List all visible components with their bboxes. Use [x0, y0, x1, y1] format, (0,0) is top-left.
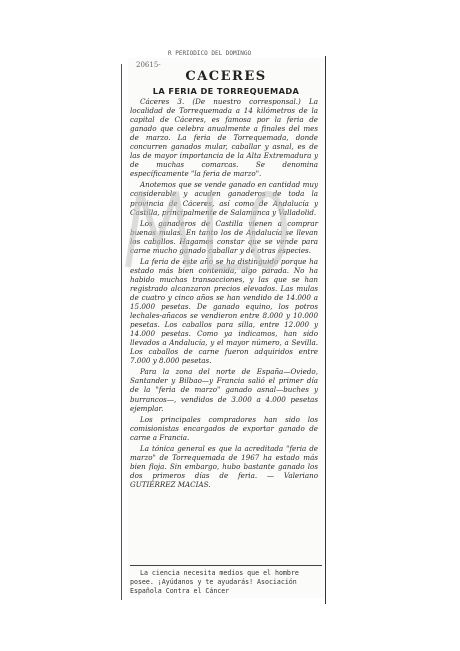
right-column-rule: [325, 56, 326, 604]
article-title: CACERES: [185, 69, 267, 84]
paragraph-5: Para la zona del norte de España—Oviedo, Santander y Bilbao—y Francia salió el primer día de la "feria de marzo" ganado asnal—buches y burrancos—, vendidos de 3.000 a 4.000 pesetas ejemplar.: [130, 367, 318, 413]
paragraph-7: La tónica general es que la acreditada "feria de marzo" de Torrequemada de 1967 ha estado más bien floja. Sin embargo, hubo bastante ganado los dos primeros días de feria. — Valeriano GUTIÉRREZ MACIAS.: [130, 443, 318, 489]
left-column-rule: [121, 64, 122, 600]
article-body: [130, 97, 318, 491]
clipped-fragment: 20615-: [136, 61, 161, 69]
paragraph-2: Anotemos que se vende ganado en cantidad muy considerable y acuden ganaderos de toda la provincia de Cáceres, así como de Andalucía y Castilla, principalmente de Salamanca y Valladolid.: [130, 180, 318, 217]
paragraph-3: Los ganaderos de Castilla vienen a comprar buenas mulas. En tanto los de Andalucía se llevan los caballos. Hagamos constar que se vende para carne mucho ganado caballar y de otras especies.: [130, 218, 318, 255]
footer-divider: [130, 565, 322, 566]
footer-line: La ciencia necesita medios que el hombre posee. ¡Ayúdanos y te ayudarás! Asociación Española Contra el Cáncer: [130, 569, 299, 595]
paragraph-6: Los principales compradores han sido los comisionistas encargados de exportar ganado de carne a Francia.: [130, 414, 318, 442]
clipped-header-text: R PERIÓDICO DEL DOMINGO: [168, 50, 252, 57]
paragraph-1: Cáceres 3. (De nuestro corresponsal.) La localidad de Torrequemada a 14 kilómetros de la capital de Cáceres, es famosa por la feria de ganado que celebra anualmente a finales del mes de marzo. La feria de Torrequemada, donde concurren ganados mular, caballar y asnal, es de las de mayor importancia de la Alta Extremadura y de muchas comarcas. Se denomina específicamente "la feria de marzo".: [130, 97, 318, 179]
paragraph-4: La feria de este año se ha distinguido porque ha estado más bien contenida, algo parada. No ha habido muchas transacciones, y las que se han registrado alcanzaron precios elevados. Las mulas de cuatro y cinco años se han vendido de 14.000 a 15.000 pesetas. De ganado equino, los potros lechales-añacos se vendieron entre 8.000 y 10.000 pesetas. Los caballos para silla, entre 12.000 y 14.000 pesetas. Como ya indicamos, han sido llevados a Andalucía, y el mayor número, a Sevilla. Los caballos de carne fueron adquiridos entre 7.000 y 8.000 pesetas.: [130, 256, 318, 366]
footer-notice: [130, 569, 318, 596]
article-subtitle: LA FERIA DE TORREQUEMADA: [152, 86, 300, 96]
